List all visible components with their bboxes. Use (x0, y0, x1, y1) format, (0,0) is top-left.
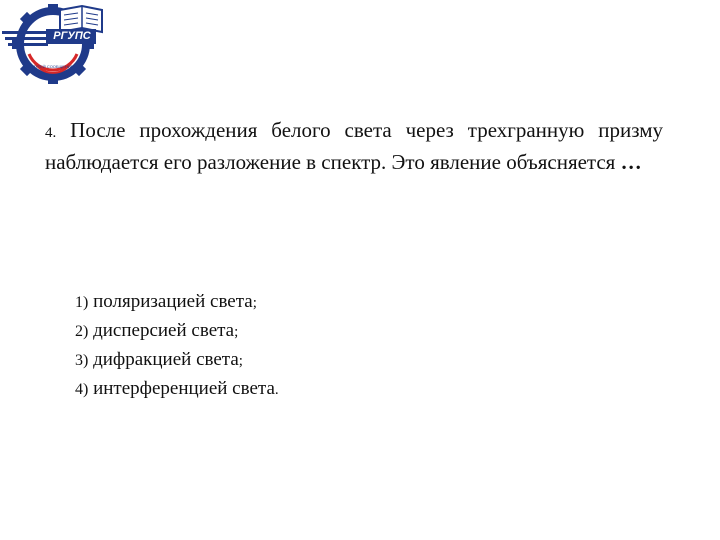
option-text: интерференцией света (93, 378, 275, 399)
option-punct: . (274, 382, 279, 398)
option-punct: ; (238, 353, 243, 369)
answer-option-1 (75, 288, 475, 317)
option-number: 3) (75, 352, 89, 369)
question-text (45, 116, 663, 177)
logo-text: РГУПС (53, 30, 91, 42)
university-logo (2, 2, 112, 88)
option-punct: ; (234, 324, 239, 340)
question-ellipsis: … (620, 150, 642, 174)
answer-options (75, 288, 475, 404)
logo-ring-text: ПУТЕЙ СООБЩЕНИЯ (32, 64, 74, 69)
question-body: После прохождения белого света через трехгранную призму наблюдается его разложение в спектр. Это явление объясняется (45, 118, 664, 174)
answer-option-4 (75, 375, 475, 404)
option-punct: ; (252, 295, 257, 311)
option-number: 2) (75, 323, 89, 340)
option-text: дифракцией света (93, 349, 239, 370)
answer-option-3 (75, 346, 475, 375)
option-number: 4) (75, 381, 89, 398)
option-text: поляризацией света (93, 291, 253, 312)
option-text: дисперсией света (93, 320, 235, 341)
gear-book-emblem-icon (2, 2, 112, 88)
answer-option-2 (75, 317, 475, 346)
question-number: 4. (45, 125, 57, 141)
option-number: 1) (75, 294, 89, 311)
